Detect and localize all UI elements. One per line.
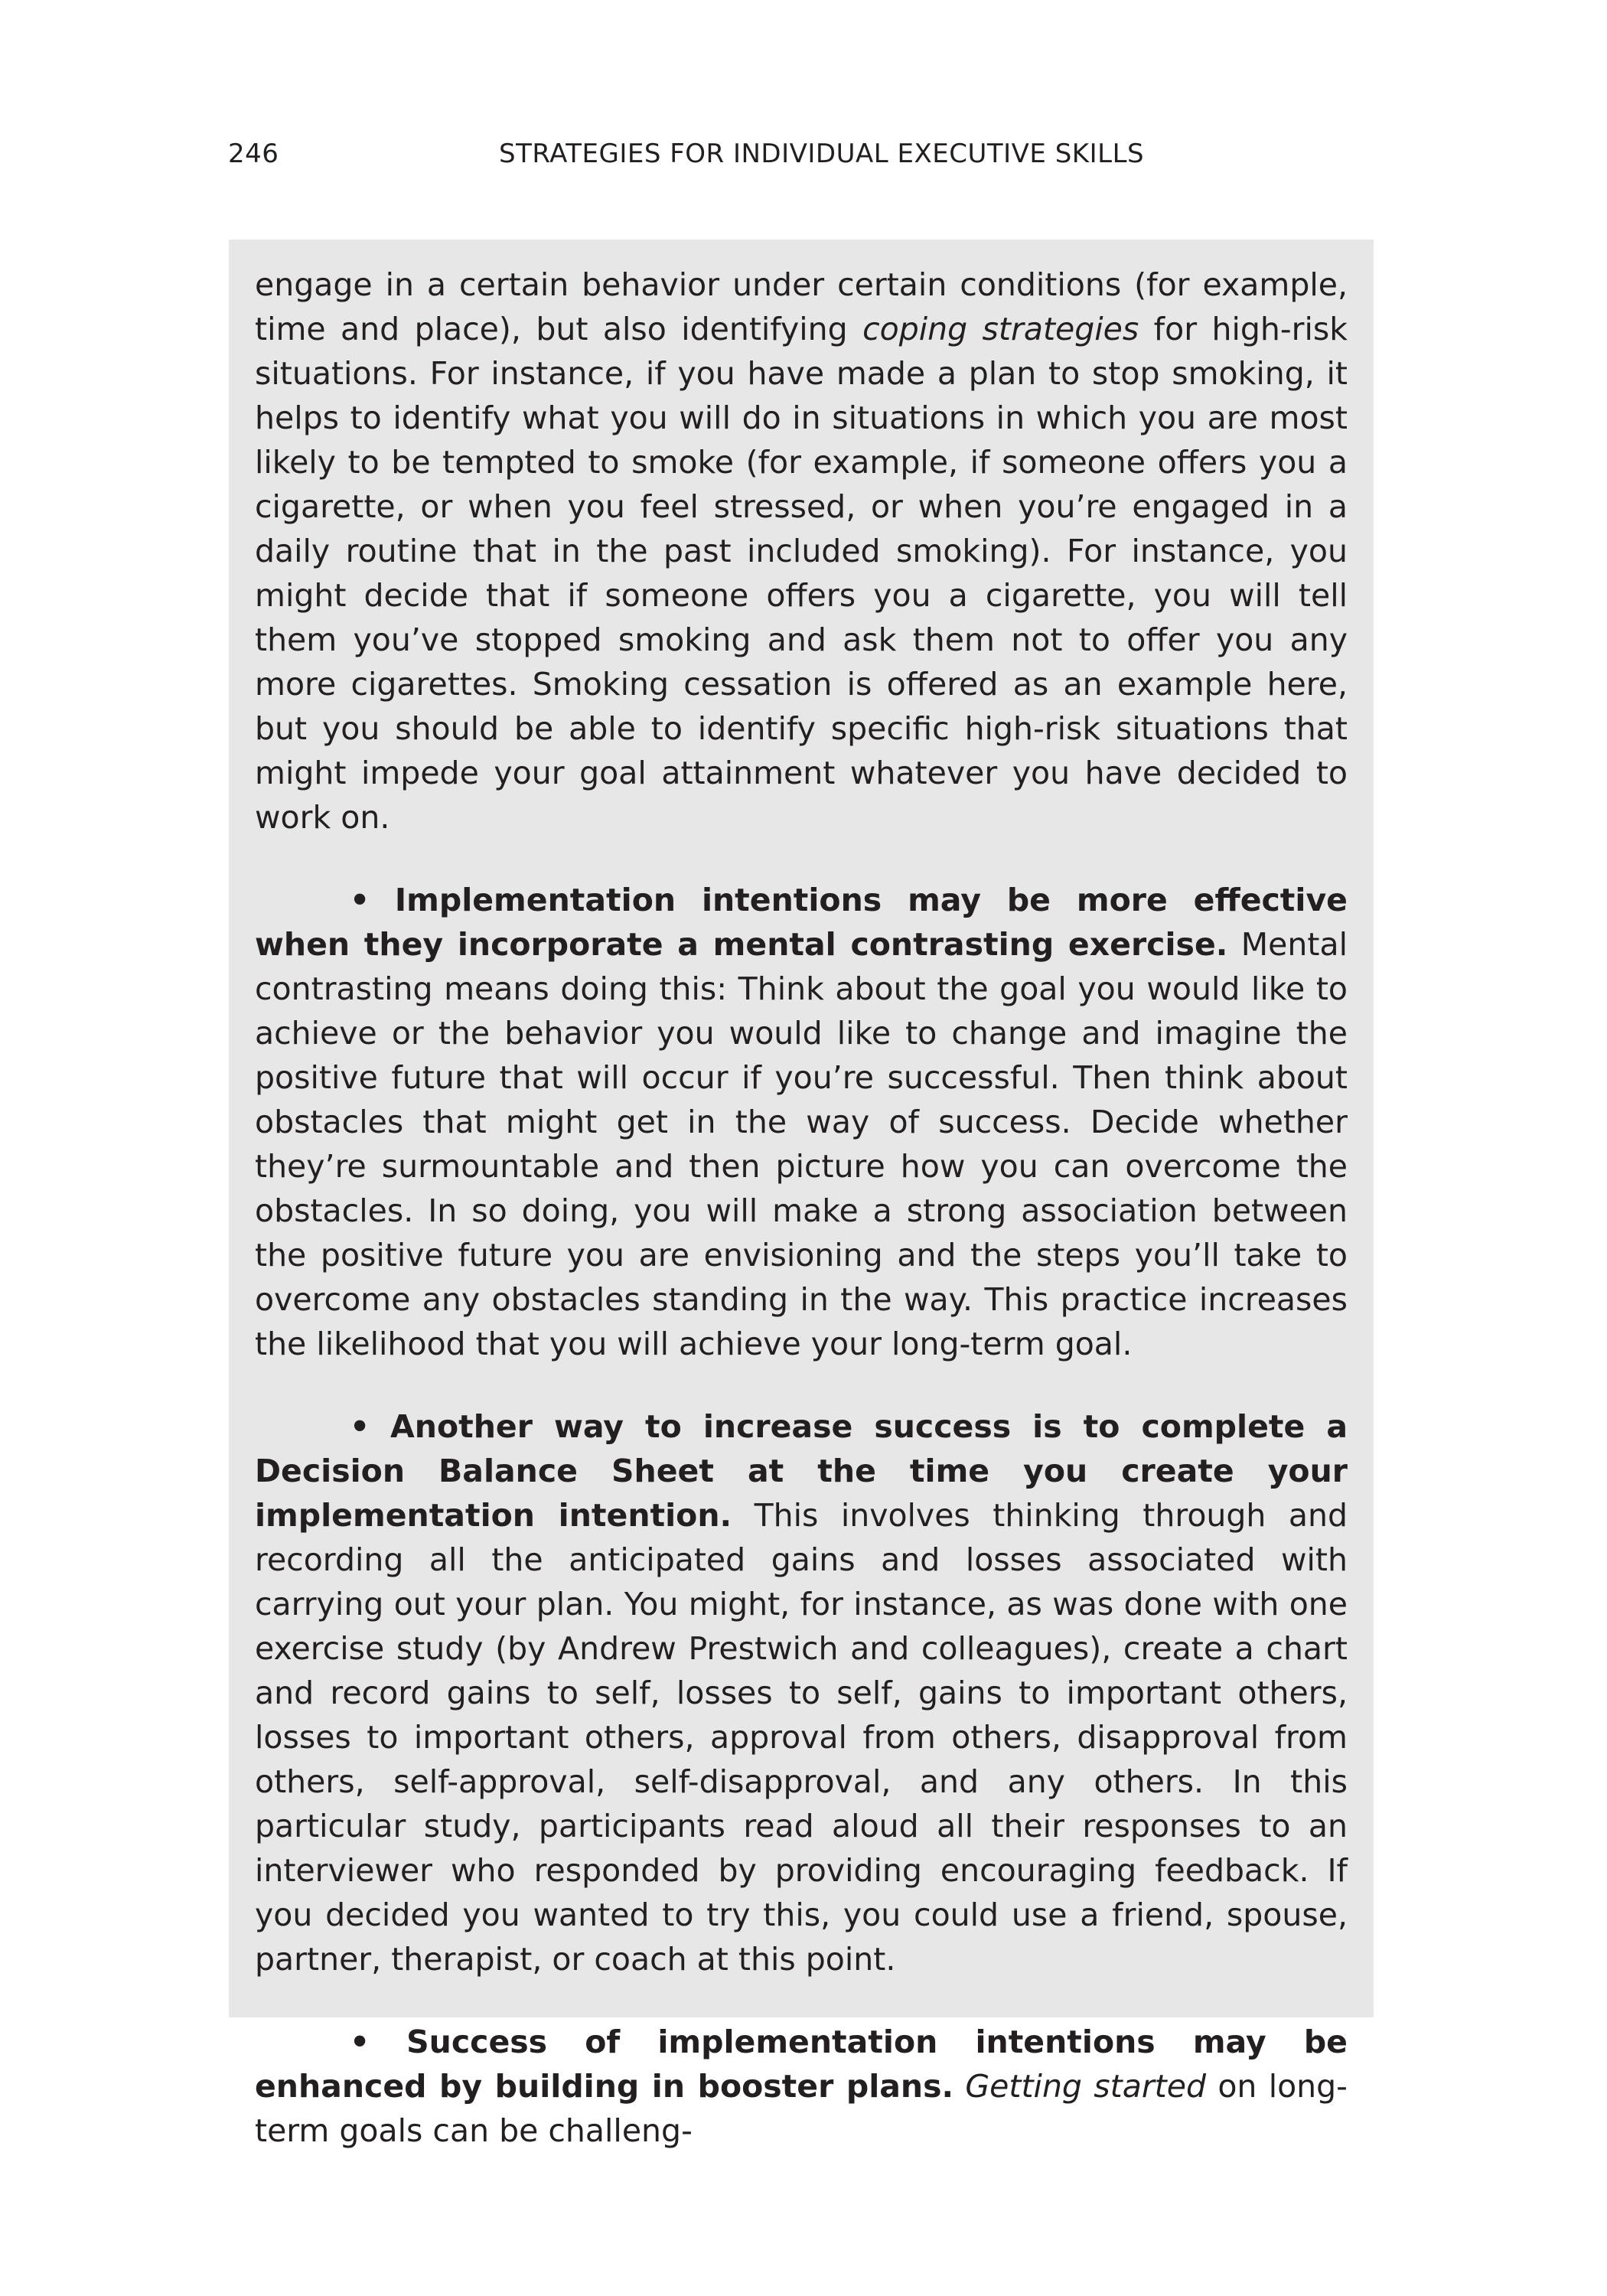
- bold-lead-in: Implementation intentions may be more effective when they incorporate a mental contrasting exercise.: [255, 882, 1348, 963]
- bold-lead-in: Success of implementation intentions may be enhanced by building in booster plans.: [255, 2024, 1348, 2105]
- bullet-icon: •: [350, 2024, 370, 2060]
- running-title: STRATEGIES FOR INDIVIDUAL EXECUTIVE SKILLS: [499, 139, 1145, 169]
- paragraph-text: for high-risk situations. For instance, if you have made a plan to stop smoking, it helps to identify what you will do in situations in which you are most likely to be tempted to smoke (for example, if someone offers you a cigarette, or when you feel stressed, or when you’re engaged in a daily routine that in the past included smoking). For instance, you might decide that if someone offers you a cigarette, you will tell them you’ve stopped smoking and ask them not to offer you any more cigarettes. Smoking cessation is offered as an example here, but you should be able to identify specific high-risk situations that might impede your goal attainment whatever you have decided to work on.: [255, 311, 1348, 836]
- paragraph-decision-balance-sheet: [255, 1404, 1348, 1981]
- paragraph-text: on long-term goals can be challeng-: [255, 2068, 1348, 2149]
- emphasis-getting-started: Getting started: [965, 2068, 1207, 2105]
- running-head: [0, 135, 1607, 173]
- emphasis-coping-strategies: coping strategies: [862, 311, 1139, 347]
- paragraph-coping-strategies: [255, 263, 1348, 840]
- bold-lead-in: Another way to increase success is to complete a Decision Balance Sheet at the time you create your implementation intention.: [255, 1408, 1348, 1534]
- paragraph-text: Mental contrasting means doing this: Think about the goal you would like to achieve or the behavior you would like to change and imagine the positive future that will occur if you’re successful. Then think about obstacles that might get in the way of success. Decide whether they’re surmountable and then picture how you can overcome the obstacles. In so doing, you will make a strong association between the positive future you are envisioning and the steps you’ll take to overcome any obstacles standing in the way. This practice increases the likelihood that you will achieve your long-term goal.: [255, 926, 1348, 1362]
- paragraph-text: engage in a certain behavior under certain conditions (for example, time and place), but also identifying: [255, 266, 1348, 347]
- paragraph-text: This involves thinking through and recording all the anticipated gains and losses associated with carrying out your plan. You might, for instance, as was done with one exercise study (by Andrew Prestwich and colleagues), create a chart and record gains to self, losses to self, gains to important others, losses to important others, approval from others, disapproval from others, self-approval, self-disapproval, and any others. In this particular study, participants read aloud all their responses to an interviewer who responded by providing encouraging feedback. If you decided you wanted to try this, you could use a friend, spouse, partner, therapist, or coach at this point.: [255, 1497, 1348, 1978]
- bullet-icon: •: [350, 882, 370, 918]
- paragraph-mental-contrasting: [255, 878, 1348, 1366]
- bullet-icon: •: [350, 1408, 370, 1445]
- paragraph-booster-plans: [255, 2020, 1348, 2153]
- page-number: 246: [228, 139, 279, 169]
- shaded-text-box: [229, 240, 1374, 2149]
